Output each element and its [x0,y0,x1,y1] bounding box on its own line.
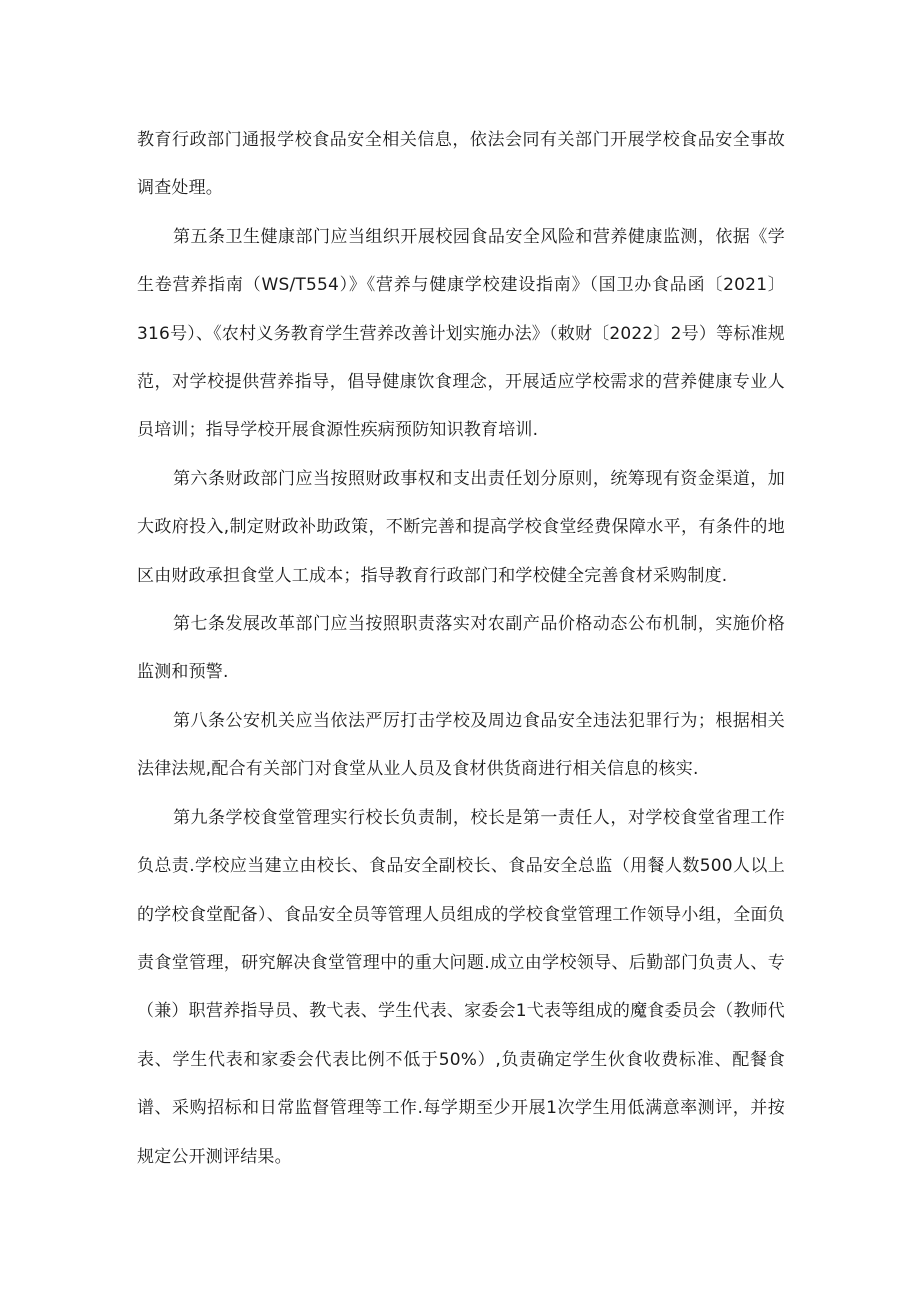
paragraph-article-6: 第六条财政部门应当按照财政事权和支出责任划分原则，统筹现有资金渠道，加大政府投入,制定财政补助政策，不断完善和提高学校食堂经费保障水平，有条件的地区由财政承担食堂人工成本；指导教育行政部门和学校健全完善食材采购制度. [137,468,785,586]
paragraph-article-9: 第九条学校食堂管理实行校长负责制，校长是第一责任人，对学校食堂省理工作负总责.学校应当建立由校长、食品安全副校长、食品安全总监（用餐人数500人以上的学校食堂配备）、食品安全员等管理人员组成的学校食堂管理工作领导小组，全面负责食堂管理，研究解决食堂管理中的重大问题.成立由学校领导、后勤部门负责人、专（兼）职营养指导员、教弋表、学生代表、家委会1弋表等组成的魔食委员会（教师代表、学生代表和家委会代表比例不低于50%）,负责确定学生伙食收费标准、配餐食谱、采购招标和日常监督管理等工作.每学期至少开展1次学生用低满意率测评，并按规定公开测评结果。 [137,807,785,1167]
paragraph-article-5: 第五条卫生健康部门应当组织开展校园食品安全风险和营养健康监测，依据《学生卷营养指南（WS/T554）》《营养与健康学校建设指南》（国卫办食品函〔2021〕316号）、《农村义务教育学生营养改善计划实施办法》（敕财〔2022〕2号）等标准规范，对学校提供营养指导，倡导健康饮食理念，开展适应学校需求的营养健康专业人员培训；指导学校开展食源性疾病预防知识教育培训. [137,226,785,441]
paragraph-article-7: 第七条发展改革部门应当按照职责落实对农副产品价格动态公布机制，实施价格监测和预警. [137,614,785,683]
paragraph-article-8: 第八条公安机关应当依法严厉打击学校及周边食品安全违法犯罪行为；根据相关法律法规,配合有关部门对食堂从业人员及食材供货商进行相关信息的核实. [137,710,785,780]
paragraph-continuation: 教育行政部门通报学校食品安全相关信息，依法会同有关部门开展学校食品安全事故调查处理。 [137,130,785,199]
document-body [137,116,785,1181]
